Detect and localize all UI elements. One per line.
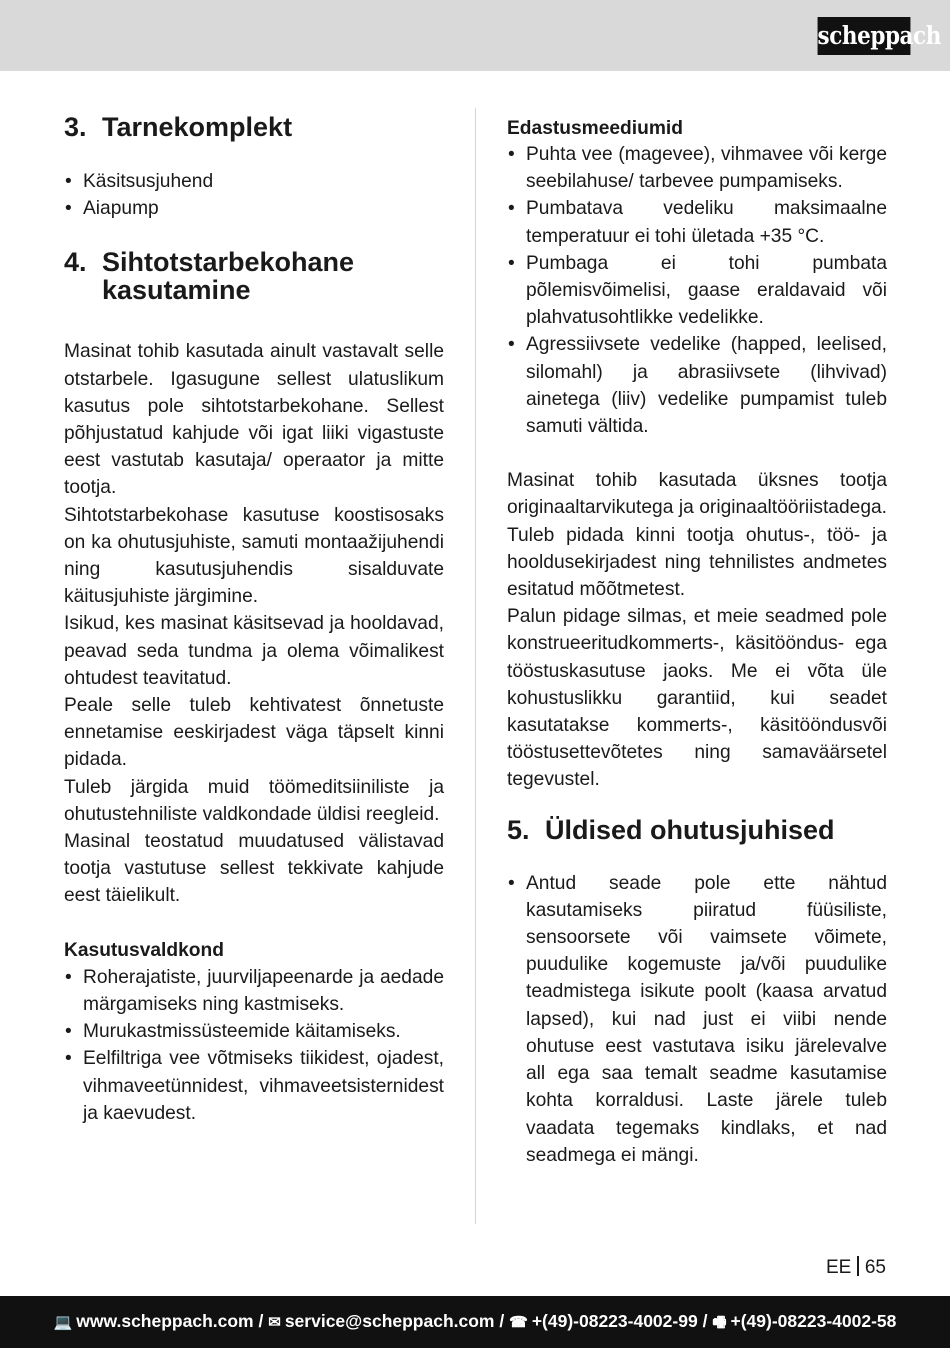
- footer-email[interactable]: service@scheppach.com: [284, 1311, 495, 1331]
- section-title: Tarnekomplekt: [102, 112, 293, 142]
- paragraph: Masinal teostatud muudatused välistavad tootja vastutuse sellest tekkivate kahjude eest täielikult.: [64, 831, 444, 907]
- list-item: • Agressiivsete vedelike (happed, leelised, silomahl) ja abrasiivsete (lihvivad) ainetega (liiv) vedelike pumpamist tuleb samuti vältida.: [507, 331, 887, 440]
- computer-icon: 💻: [53, 1314, 73, 1331]
- footer-phone[interactable]: +(49)-08223-4002-99: [531, 1311, 698, 1331]
- list-item: • Pumbaga ei tohi pumbata põlemisvõimelisi, gaase eraldavaid või plahvatusohtlikke vedelikke.: [507, 250, 887, 332]
- list-item: • Pumbatava vedeliku maksimaalne temperatuur ei tohi ületada +35 °C.: [507, 195, 887, 249]
- right-column: [507, 116, 887, 1169]
- footer-bar: [0, 1296, 950, 1348]
- media-list: [507, 141, 887, 440]
- list-item: • Käsitsusjuhend: [64, 168, 444, 195]
- list-item: • Aiapump: [64, 195, 444, 222]
- footer-separator: /: [258, 1311, 264, 1331]
- page-number-value: 65: [864, 1257, 886, 1278]
- scheppach-logo: scheppach: [818, 17, 911, 55]
- section-5-heading: [507, 816, 887, 844]
- section-number: 5.: [507, 814, 530, 845]
- list-item: • Antud seade pole ette nähtud kasutamiseks piiratud füüsiliste, sensoorsete või vaimsete võimete, puudulike kogemuste ja/või puudulike teadmistega isikute poolt (kaasa arvatud lapsed), kui nad just ei viibi nende ohutuse eest vastutava isiku järelevalve all ega saa temalt seadme kasutamise kohta korraldusi. Laste järele tuleb vaadata tegemaks kindlaks, et nad seadmega ei mängi.: [507, 870, 887, 1169]
- list-item: • Murukastmissüsteemide käitamiseks.: [64, 1018, 444, 1045]
- delivery-list: [64, 168, 444, 222]
- section-title-line: kasutamine: [102, 275, 251, 306]
- left-column: [64, 108, 444, 1127]
- section-4-heading: [64, 248, 444, 304]
- footer-separator: /: [702, 1311, 708, 1331]
- footer-website[interactable]: www.scheppach.com: [76, 1311, 254, 1331]
- usage-list: [64, 964, 444, 1127]
- list-item: • Puhta vee (magevee), vihmavee või kerge seebilahuse/ tarbevee pumpamiseks.: [507, 141, 887, 195]
- paragraph: Tuleb järgida muid töömeditsiiniliste ja ohutustehniliste valdkondade üldisi reegleid.: [64, 776, 444, 825]
- section-title: [102, 248, 354, 304]
- page-number: [826, 1256, 886, 1280]
- page-separator: [857, 1256, 859, 1276]
- section-3-heading: [64, 113, 444, 141]
- paragraph: Isikud, kes masinat käsitsevad ja hooldavad, peavad seda tundma ja olema võimalikest ohtudest teavitatud.: [64, 613, 444, 689]
- header-bar: [0, 0, 950, 71]
- envelope-icon: ✉: [268, 1314, 281, 1331]
- subheading: Kasutusvaldkond: [64, 939, 224, 961]
- paragraph: Palun pidage silmas, et meie seadmed pole konstrueeritudkommerts-, käsitööndus- ega tööstuskasutuse jaoks. Me ei võta üle kohustuslikku garantiid, kui seadet kasutatakse kommerts-, käsitööndusvõi tööstusettevõtetes ning samaväärsetel tegevustel.: [507, 606, 887, 791]
- footer-fax: +(49)-08223-4002-58: [730, 1311, 897, 1331]
- section-number: 3.: [64, 112, 87, 142]
- list-item: • Eelfiltriga vee võtmiseks tiikidest, ojadest, vihmaveetünnidest, vihmaveetsisternidest ja kaevudest.: [64, 1045, 444, 1127]
- paragraph: Masinat tohib kasutada ainult vastavalt selle otstarbele. Igasugune sellest ulatuslikum kasutus pole sihtotstarbekohane. Sellest põhjustatud kahjude või igat liiki vigastuste eest vastutab kasutaja/ operaator ja mitte tootja.: [64, 341, 444, 499]
- list-item: • Roherajatiste, juurviljapeenarde ja aedade märgamiseks ning kastmiseks.: [64, 964, 444, 1018]
- language-code: EE: [826, 1257, 852, 1278]
- column-divider: [475, 108, 476, 1224]
- fax-icon: 🖷: [712, 1314, 727, 1331]
- section-title-line: Sihtotstarbekohane: [102, 247, 355, 278]
- subheading: Edastusmeediumid: [507, 118, 683, 139]
- section-title: Üldised ohutusjuhised: [545, 814, 835, 845]
- footer-separator: /: [499, 1311, 505, 1331]
- telephone-icon: ☎: [509, 1314, 528, 1331]
- paragraph: Masinat tohib kasutada üksnes tootja originaaltarvikutega ja originaaltööriistadega. Tuleb pidada kinni tootja ohutus-, töö- ja hooldusekirjadest ning tehnilistes andmetes esitatud mõõtmetest.: [507, 470, 887, 601]
- safety-list: [507, 870, 887, 1169]
- paragraph: Sihtotstarbekohase kasutuse koostisosaks on ka ohutusjuhiste, samuti montaažijuhendi ning kasutusjuhendis sisalduvate käitusjuhiste järgimine.: [64, 504, 444, 608]
- paragraph: Peale selle tuleb kehtivatest õnnetuste ennetamise eeskirjadest väga täpselt kinni pidada.: [64, 695, 444, 771]
- section-number: 4.: [64, 247, 87, 278]
